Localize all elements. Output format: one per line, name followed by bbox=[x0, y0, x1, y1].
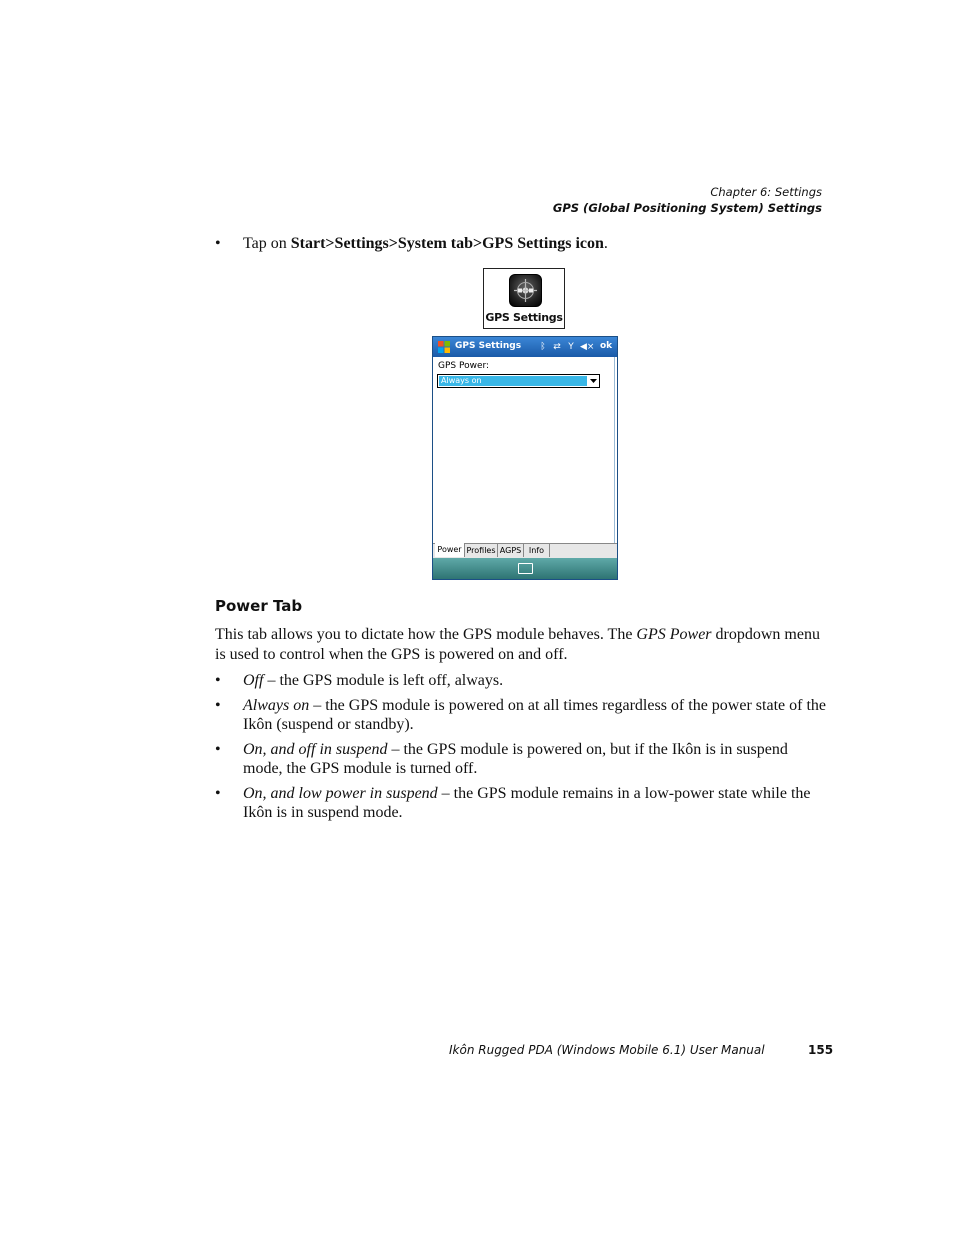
instruction-text: Tap on Start>Settings>System tab>GPS Settings icon. bbox=[243, 235, 608, 252]
page-number: 155 bbox=[808, 1043, 834, 1057]
section-heading: Power Tab bbox=[215, 597, 303, 615]
screen-title: GPS Settings bbox=[455, 341, 522, 351]
running-header-chapter: Chapter 6: Settings bbox=[710, 185, 822, 199]
bottom-bar bbox=[433, 558, 617, 579]
tab-info[interactable]: Info bbox=[524, 544, 550, 557]
sync-arrows-icon[interactable]: ⇄ bbox=[553, 342, 561, 352]
icon-label: GPS Settings bbox=[485, 311, 563, 324]
gps-power-selected-value: Always on bbox=[439, 376, 587, 386]
tab-profiles[interactable]: Profiles bbox=[465, 544, 498, 557]
footer-title: Ikôn Rugged PDA (Windows Mobile 6.1) User Manual bbox=[449, 1043, 765, 1057]
speaker-muted-icon[interactable]: ◀× bbox=[580, 342, 595, 352]
tab-strip bbox=[433, 543, 617, 558]
signal-antenna-icon[interactable]: Y bbox=[568, 342, 574, 352]
title-bar bbox=[433, 337, 617, 357]
bluetooth-icon[interactable]: ᛒ bbox=[540, 342, 546, 352]
tab-power[interactable]: Power bbox=[435, 543, 465, 557]
gps-power-dropdown[interactable] bbox=[437, 374, 600, 388]
windows-start-icon[interactable] bbox=[437, 340, 451, 354]
ok-button[interactable]: ok bbox=[600, 341, 613, 351]
running-header-section: GPS (Global Positioning System) Settings bbox=[552, 201, 822, 215]
gps-settings-icon[interactable] bbox=[483, 268, 565, 329]
bullet-marker: • bbox=[215, 235, 221, 252]
menu-path: Start>Settings>System tab>GPS Settings icon bbox=[290, 235, 604, 252]
keyboard-icon[interactable] bbox=[518, 563, 533, 574]
intro-paragraph: This tab allows you to dictate how the GPS module behaves. The GPS Power dropdown menu is used to control when the GPS is powered on and off. bbox=[215, 626, 820, 663]
gps-power-label: GPS Power: bbox=[438, 361, 490, 371]
device-screenshot bbox=[432, 336, 618, 580]
dropdown-arrow-icon[interactable] bbox=[589, 376, 598, 386]
tab-agps[interactable]: AGPS bbox=[498, 544, 524, 557]
satellite-icon bbox=[509, 274, 542, 307]
scroll-edge bbox=[614, 357, 615, 543]
